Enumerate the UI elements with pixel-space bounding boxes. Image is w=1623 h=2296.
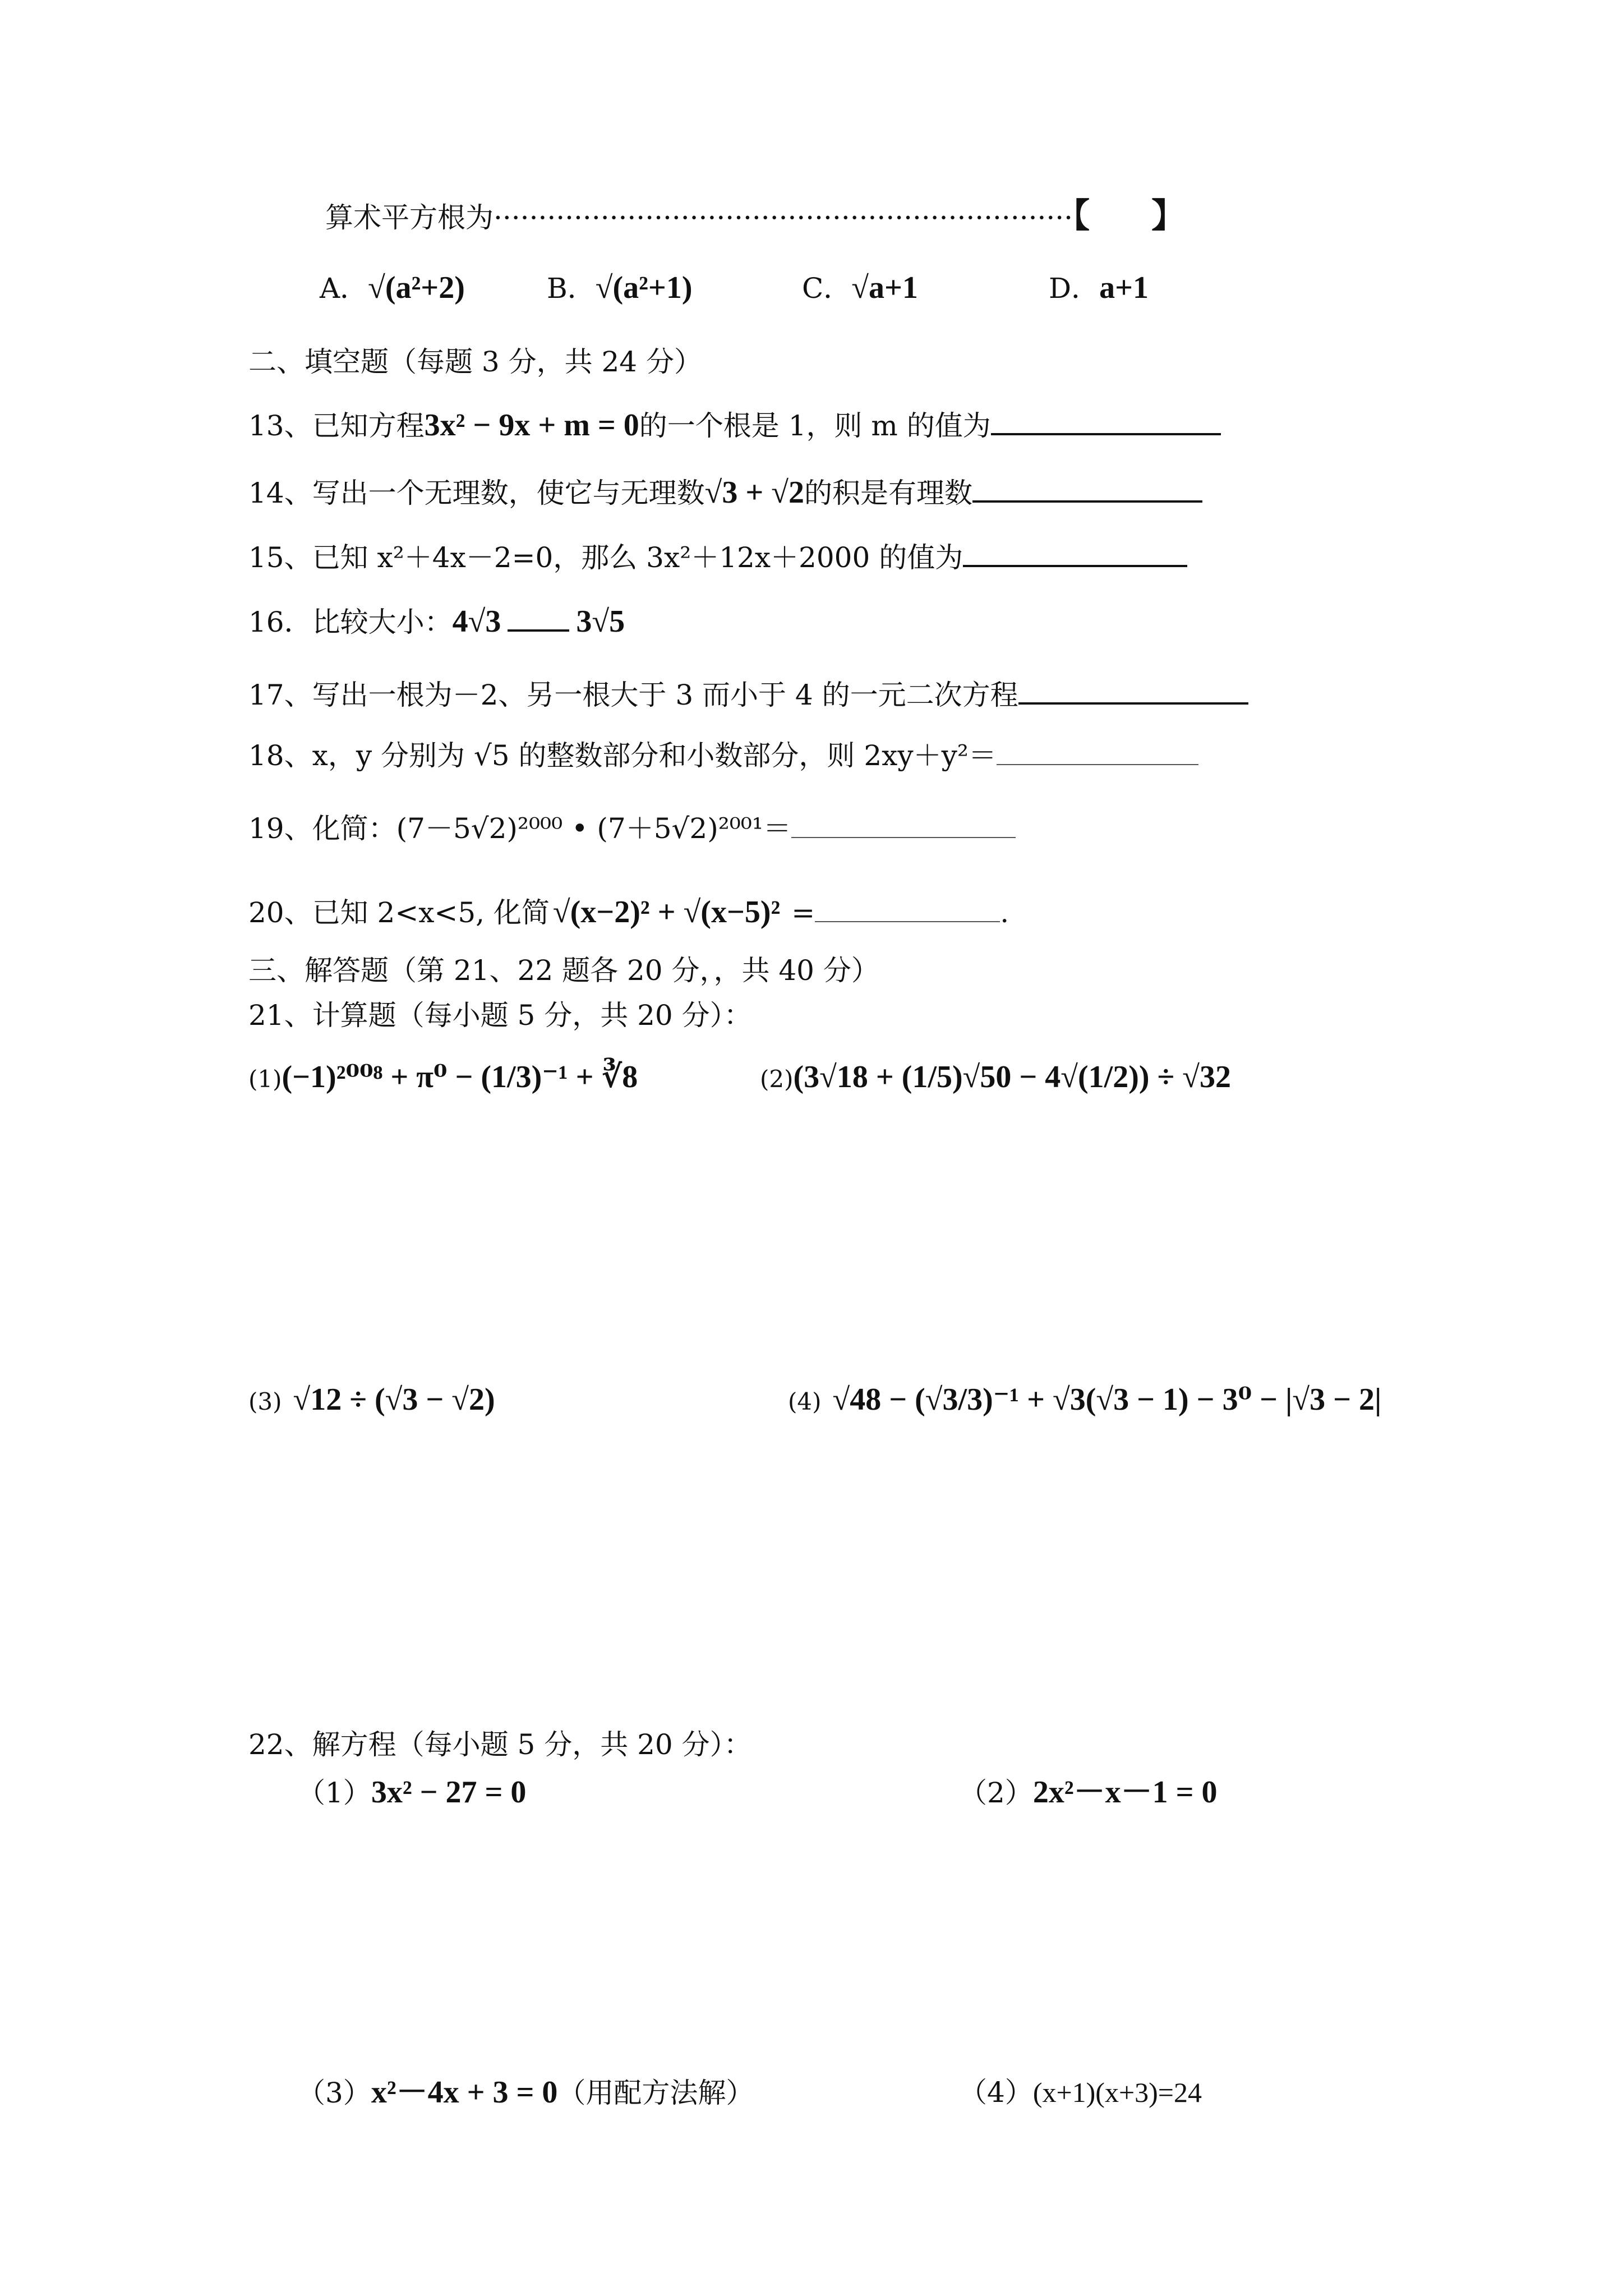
q22-item-1: （1）3x² − 27 = 0 xyxy=(297,1775,527,1810)
answer-bracket-open: 【 xyxy=(1073,196,1090,236)
q12-option-c[interactable]: C．√a+1 xyxy=(802,270,918,305)
answer-bracket-close: 】 xyxy=(1151,196,1186,236)
q21-item-4: (4) √48 − (√3/3)⁻¹ + √3(√3 − 1) − 3⁰ − |√3 − 2| xyxy=(788,1382,1382,1417)
answer-blank-16[interactable] xyxy=(508,600,569,632)
question-20: 20、已知 2<x<5, 化简 √(x−2)² + √(x−5)² = . xyxy=(248,892,1009,932)
question-14: 14、写出一个无理数，使它与无理数√3 + √2的积是有理数 xyxy=(248,471,1202,513)
question-18: 18、x，y 分别为 √5 的整数部分和小数部分，则 2xy＋y²＝ xyxy=(248,735,1198,775)
q22-title: 22、解方程（每小题 5 分，共 20 分）： xyxy=(248,1728,752,1761)
answer-blank-17[interactable] xyxy=(1018,673,1248,705)
answer-blank-18[interactable] xyxy=(997,735,1198,765)
answer-blank-19[interactable] xyxy=(791,808,1016,838)
q22-item-3: （3）x²－4x + 3 = 0（用配方法解） xyxy=(297,2075,754,2110)
section3-title: 三、解答题（第 21、22 题各 20 分，，共 40 分） xyxy=(248,954,879,987)
question-13: 13、已知方程3x² − 9x + m = 0的一个根是 1，则 m 的值为 xyxy=(248,404,1221,445)
question-16: 16．比较大小：4√3 3√5 xyxy=(248,600,625,642)
q21-title: 21、计算题（每小题 5 分，共 20 分）： xyxy=(248,999,752,1032)
question-17: 17、写出一根为－2、另一根大于 3 而小于 4 的一元二次方程 xyxy=(248,673,1248,715)
answer-blank-13[interactable] xyxy=(991,404,1221,435)
q22-item-4: （4）(x+1)(x+3)=24 xyxy=(959,2076,1202,2109)
answer-blank-14[interactable] xyxy=(972,471,1202,503)
q21-item-1: (1)(−1)²⁰⁰⁸ + π⁰ − (1/3)⁻¹ + ∛8 xyxy=(248,1060,638,1094)
q12-option-d[interactable]: D．a+1 xyxy=(1049,270,1149,305)
q21-item-2: (2)(3√18 + (1/5)√50 − 4√(1/2)) ÷ √32 xyxy=(760,1060,1231,1094)
answer-blank-20[interactable] xyxy=(815,892,1000,922)
q21-item-3: (3) √12 ÷ (√3 − √2) xyxy=(248,1382,495,1417)
question-19: 19、化简：(7－5√2)²⁰⁰⁰ • (7＋5√2)²⁰⁰¹＝ xyxy=(248,808,1016,848)
q12-stem xyxy=(325,196,1185,237)
q22-item-2: （2）2x²－x－1 = 0 xyxy=(959,1775,1218,1810)
section2-title: 二、填空题（每题 3 分，共 24 分） xyxy=(248,346,703,378)
q12-text: 算术平方根为································································· xyxy=(325,201,1073,234)
q12-option-b[interactable]: B．√(a²+1) xyxy=(547,270,693,305)
question-15: 15、已知 x²＋4x－2=0，那么 3x²＋12x＋2000 的值为 xyxy=(248,536,1187,577)
answer-blank-15[interactable] xyxy=(963,536,1187,567)
q12-option-a[interactable]: A．√(a²+2) xyxy=(320,270,465,305)
